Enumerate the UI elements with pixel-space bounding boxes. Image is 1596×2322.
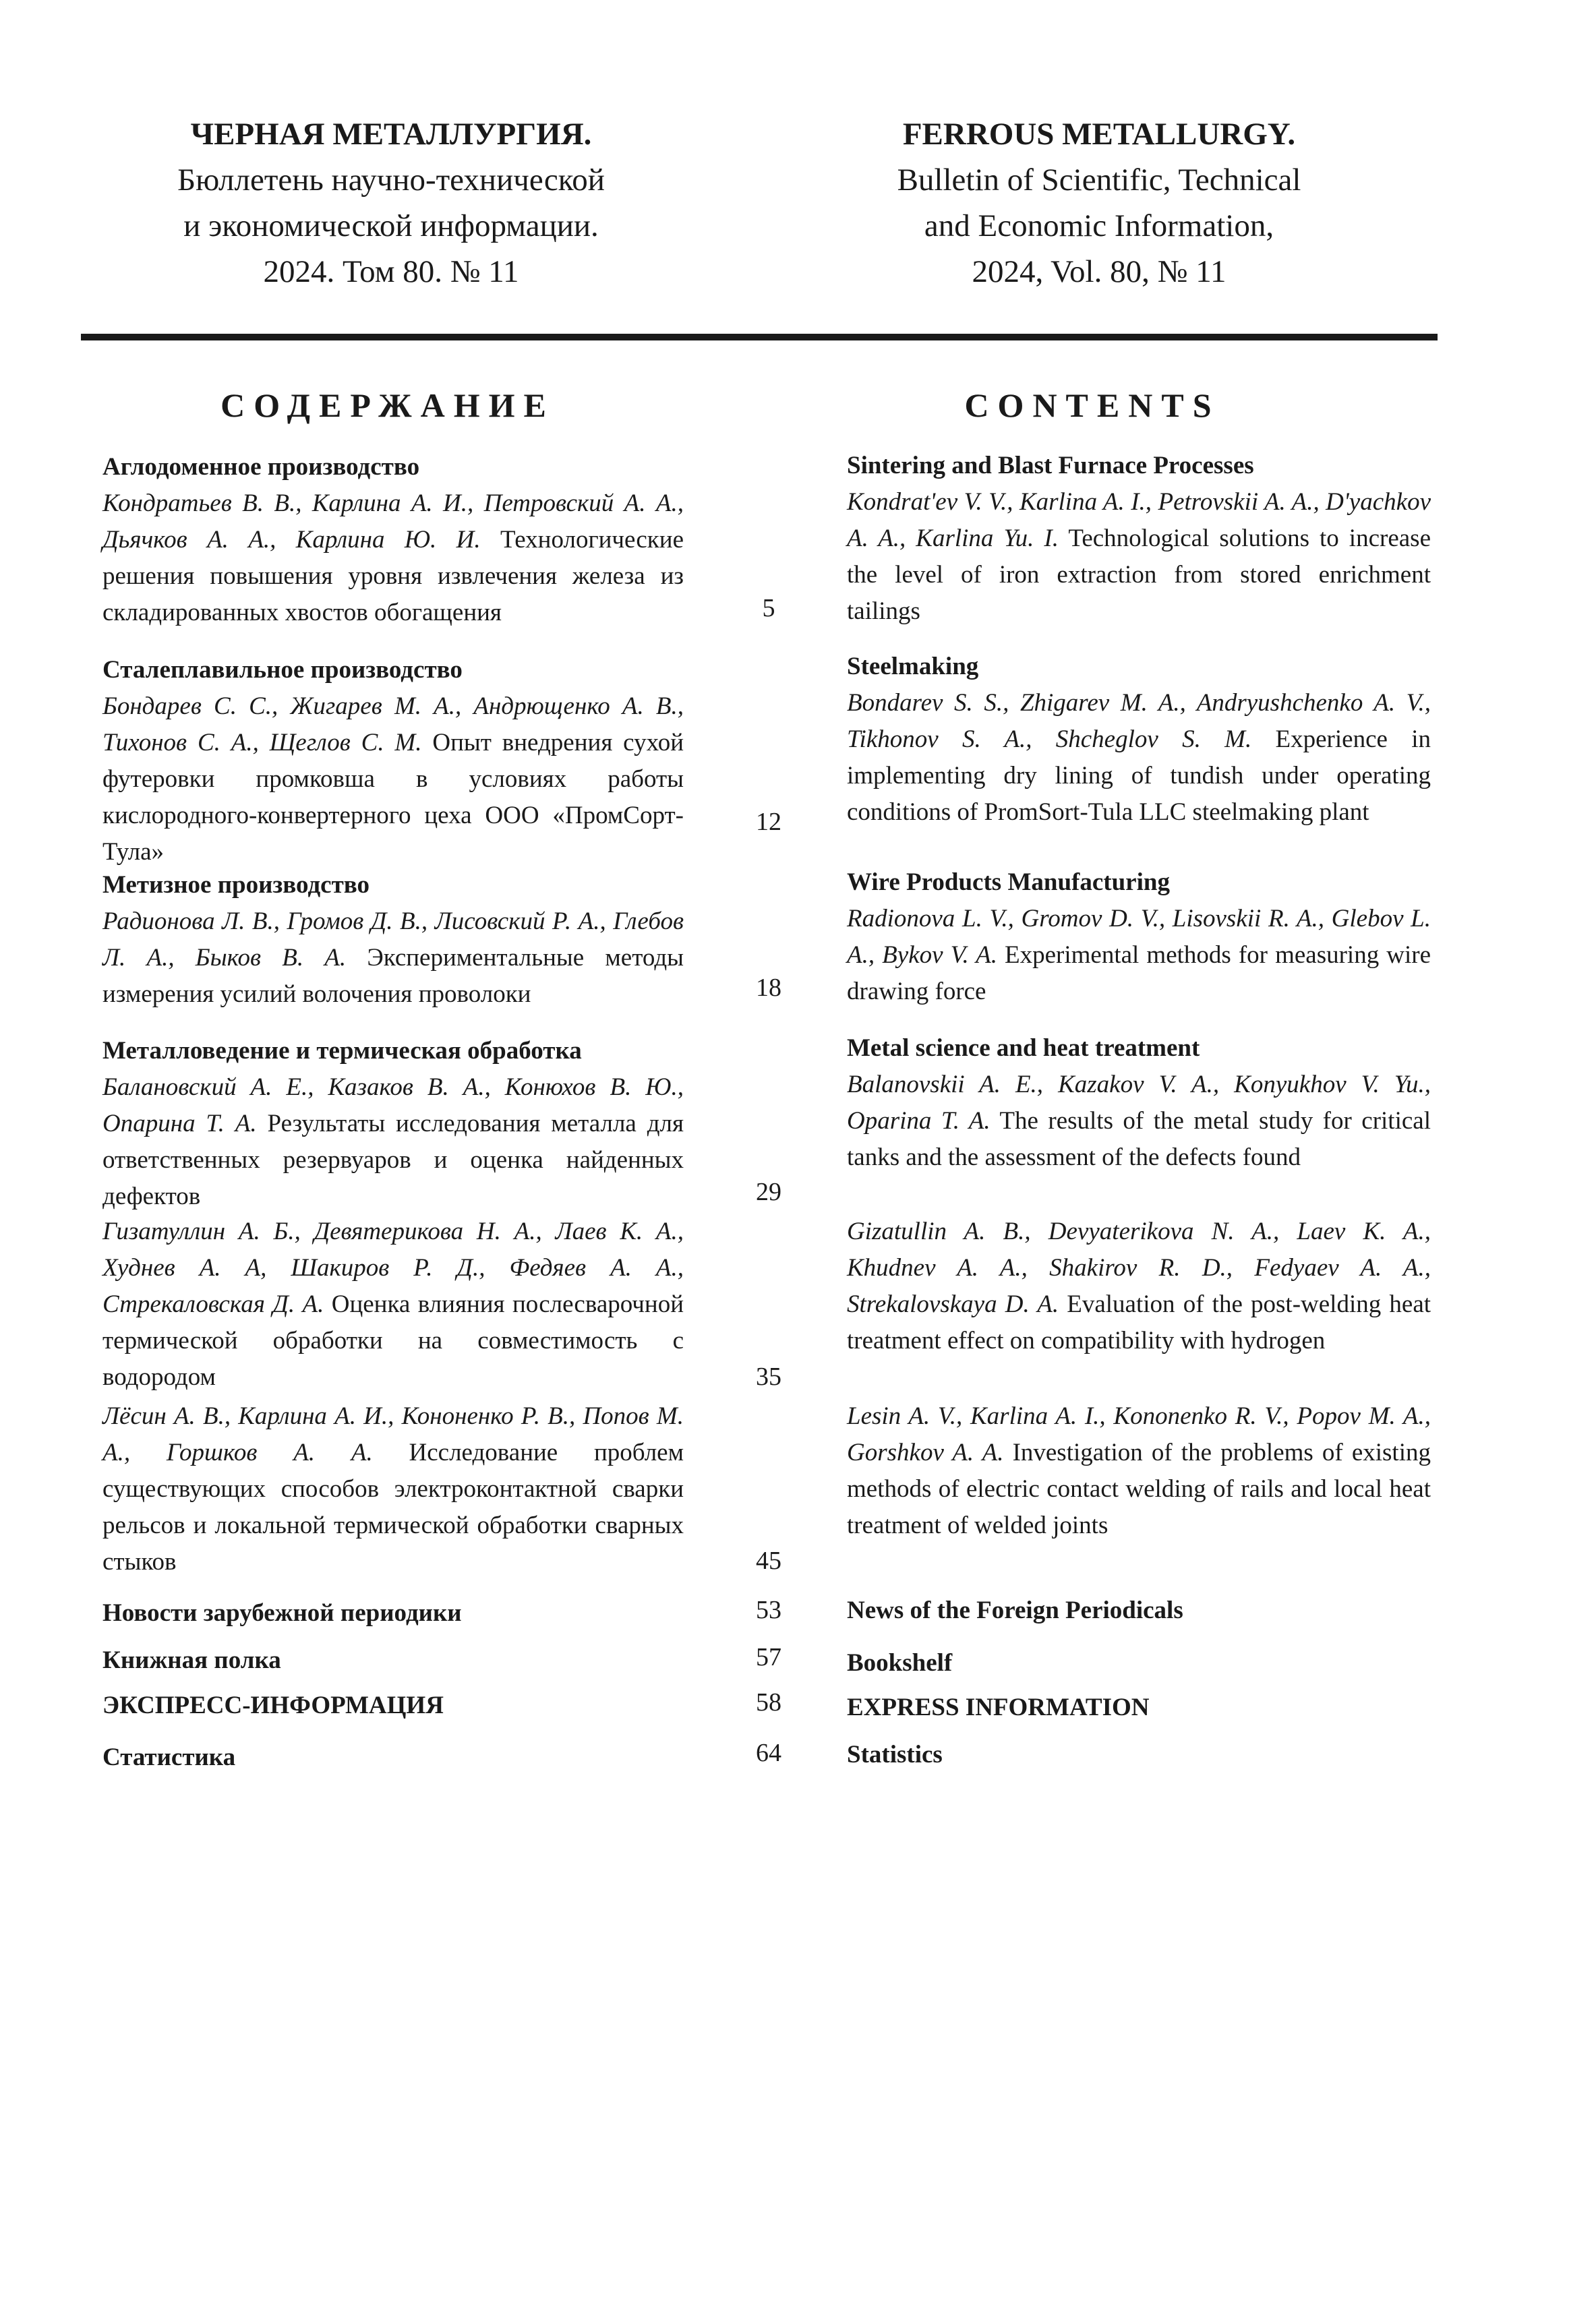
toc-entry-ru-express[interactable]: ЭКСПРЕСС-ИНФОРМАЦИЯ [102,1692,444,1719]
page-number: 12 [756,808,781,836]
page-number: 58 [756,1688,781,1717]
toc-entry-ru-1[interactable] [102,449,684,631]
entry-title: Technological solutions to increase the level of iron extraction from stored enrichment tailings [847,525,1431,625]
journal-title-en: FERROUS METALLURGY. [902,117,1296,152]
journal-issue-ru: 2024. Том 80. № 11 [263,254,519,289]
page-number: 53 [756,1596,781,1624]
toc-entry-en-bookshelf[interactable]: Bookshelf [847,1649,953,1677]
section-title: Метизное производство [102,871,370,899]
page-number: 18 [756,974,781,1002]
entry-authors: Балановский А. Е., Казаков В. А., Конюхов В. Ю., Опарина Т. А. [102,1073,684,1137]
toc-entry-ru-3[interactable] [102,867,684,1013]
entry-title: Исследование проблем существующих способов электроконтактной сварки рельсов и локальной термической обработки сварных стыков [102,1439,684,1576]
toc-entry-en-express[interactable]: EXPRESS INFORMATION [847,1694,1150,1721]
entry-title: The results of the metal study for critical tanks and the assessment of the defects found [847,1107,1431,1171]
section-title: Металловедение и термическая обработка [102,1037,582,1065]
toc-entry-ru-4[interactable] [102,1033,684,1215]
page-number: 5 [762,594,775,622]
entry-title: Опыт внедрения сухой футеровки промковша в условиях работы кислородного-конвертерного цеха ООО «ПромСорт-Тула» [102,729,684,866]
entry-title: Результаты исследования металла для ответственных резервуаров и оценка найденных дефектов [102,1110,684,1210]
masthead-ru [121,111,661,295]
toc-entry-ru-statistics[interactable]: Статистика [102,1744,236,1771]
journal-issue-en: 2024, Vol. 80, № 11 [972,254,1226,289]
entry-authors: Balanovskii A. E., Kazakov V. A., Konyukhov V. Yu., Oparina T. A. [847,1071,1431,1135]
journal-subtitle-en-line2: and Economic Information, [924,208,1274,243]
entry-title: Технологические решения повышения уровня извлечения железа из складированных хвостов обогащения [102,526,684,626]
section-title: Аглодоменное производство [102,453,420,481]
toc-entry-en-4[interactable] [847,1030,1431,1176]
entry-title: Evaluation of the post-welding heat treatment effect on compatibility with hydrogen [847,1290,1431,1354]
entry-title: Experimental methods for measuring wire drawing force [847,941,1431,1005]
entry-authors: Bondarev S. S., Zhigarev M. A., Andryushchenko A. V., Tikhonov S. A., Shcheglov S. M. [847,689,1431,753]
entry-authors: Radionova L. V., Gromov D. V., Lisovskii R. A., Glebov L. A., Bykov V. A. [847,905,1431,969]
toc-entry-ru-6[interactable] [102,1398,684,1580]
section-title: Sintering and Blast Furnace Processes [847,452,1254,479]
entry-title: Экспериментальные методы измерения усилий волочения проволоки [102,944,684,1008]
toc-entry-en-statistics[interactable]: Statistics [847,1741,943,1768]
entry-authors: Бондарев С. С., Жигарев М. А., Андрющенко А. В., Тихонов С. А., Щеглов С. М. [102,692,684,756]
page-number: 64 [756,1739,781,1767]
page-number: 35 [756,1363,781,1391]
toc-entry-en-1[interactable] [847,448,1431,630]
entry-authors: Gizatullin A. B., Devyaterikova N. A., Laev K. A., Khudnev A. A., Shakirov R. D., Fedyaev A. A., Strekalovskaya D. A. [847,1218,1431,1318]
entry-authors: Кондратьев В. В., Карлина А. И., Петровский А. А., Дьячков А. А., Карлина Ю. И. [102,489,684,554]
entry-authors: Lesin A. V., Karlina A. I., Kononenko R. V., Popov M. A., Gorshkov A. A. [847,1402,1431,1466]
entry-title: Investigation of the problems of existing methods of electric contact welding of rails and local heat treatment of welded joints [847,1439,1431,1539]
toc-entry-en-5[interactable] [847,1214,1431,1359]
entry-authors: Гизатуллин А. Б., Девятерикова Н. А., Лаев К. А., Худнев А. А, Шакиров Р. Д., Федяев А. А., Стрекаловская Д. А. [102,1218,684,1318]
section-title: Steelmaking [847,653,979,680]
entry-title: Experience in implementing dry lining of tundish under operating conditions of PromSort-Tula LLC steelmaking plant [847,725,1431,826]
journal-subtitle-ru-line2: и экономической информации. [183,208,599,243]
entry-authors: Лёсин А. В., Карлина А. И., Кононенко Р. В., Попов М. А., Горшков А. А. [102,1402,684,1466]
contents-heading-ru: СОДЕРЖАНИЕ [220,386,555,424]
toc-entry-en-6[interactable] [847,1398,1431,1544]
page-number: 57 [756,1643,781,1671]
toc-entry-ru-bookshelf[interactable]: Книжная полка [102,1646,281,1674]
section-title: Сталеплавильное производство [102,656,463,684]
journal-subtitle-en-line1: Bulletin of Scientific, Technical [897,162,1301,198]
section-title: Metal science and heat treatment [847,1034,1200,1062]
toc-entry-ru-5[interactable] [102,1214,684,1396]
toc-entry-en-2[interactable] [847,649,1431,831]
section-title: Wire Products Manufacturing [847,868,1170,896]
entry-authors: Радионова Л. В., Громов Д. В., Лисовский Р. А., Глебов Л. А., Быков В. А. [102,907,684,972]
toc-entry-en-3[interactable] [847,864,1431,1010]
header-divider [81,334,1438,340]
entry-title: Оценка влияния послесварочной термической обработки на совместимость с водородом [102,1290,684,1391]
masthead-en [829,111,1369,295]
journal-subtitle-ru-line1: Бюллетень научно-технической [177,162,605,198]
journal-title-ru: ЧЕРНАЯ МЕТАЛЛУРГИЯ. [190,117,592,152]
toc-entry-ru-news[interactable]: Новости зарубежной периодики [102,1599,462,1627]
page-number: 45 [756,1547,781,1575]
toc-entry-en-news[interactable]: News of the Foreign Periodicals [847,1597,1183,1624]
entry-authors: Kondrat'ev V. V., Karlina A. I., Petrovskii A. A., D'yachkov A. A., Karlina Yu. I. [847,488,1431,552]
page-number: 29 [756,1178,781,1206]
toc-entry-ru-2[interactable] [102,652,684,870]
contents-heading-en: CONTENTS [964,386,1220,424]
